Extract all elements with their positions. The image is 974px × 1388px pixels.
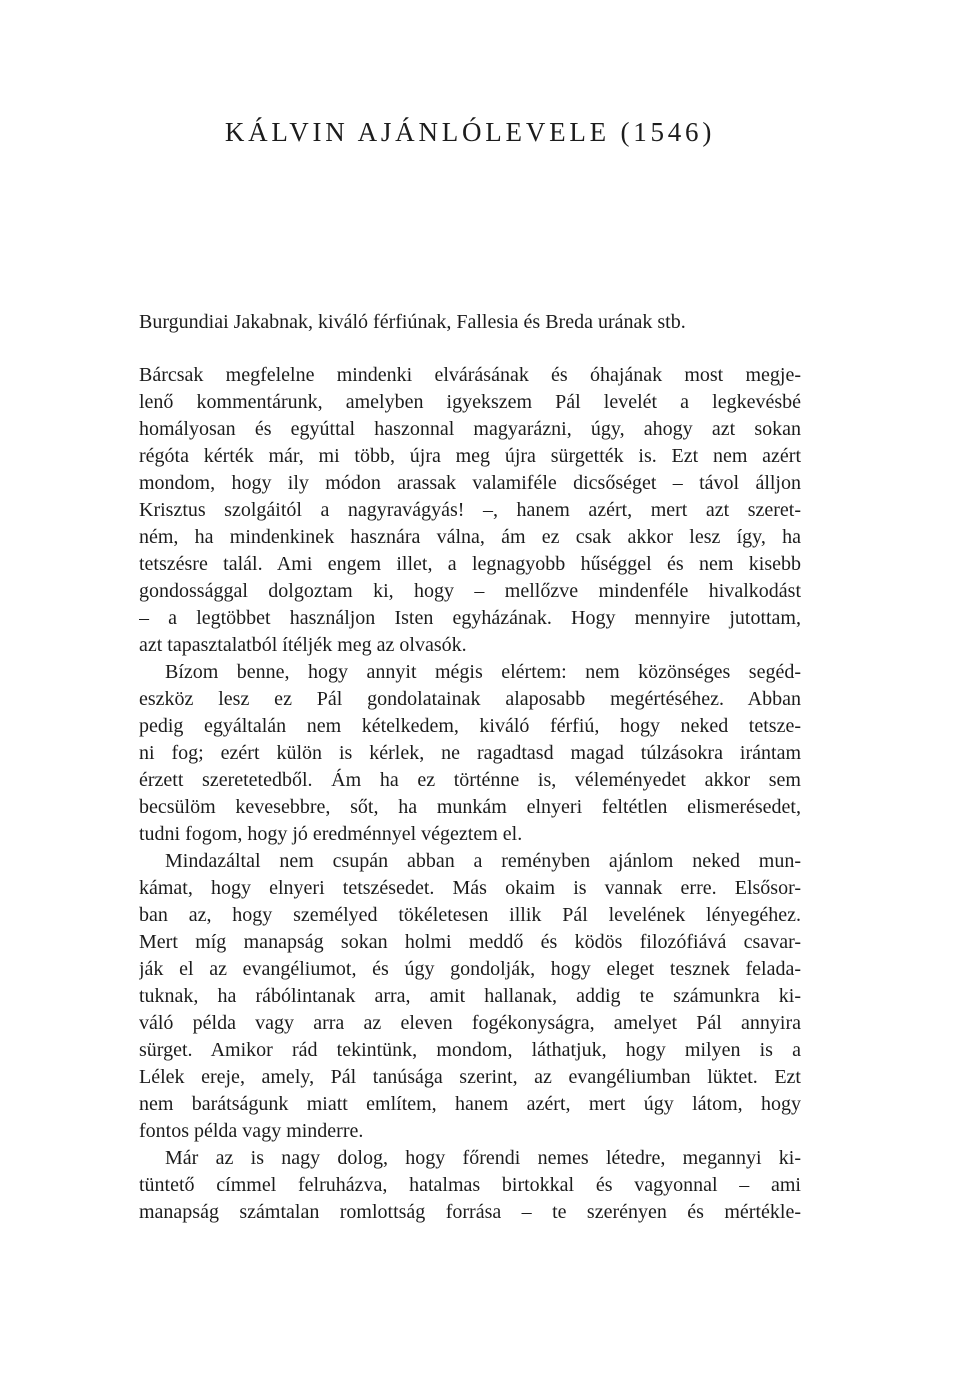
dedication-line: Burgundiai Jakabnak, kiváló férfiúnak, Fallesia és Breda urának stb. (139, 311, 686, 333)
text-line: ják el az evangéliumot, és úgy gondolják, hogy eleget tesznek felada- (139, 958, 801, 980)
text-line: pedig egyáltalán nem kételkedem, kiváló férfiú, hogy neked tetsze- (139, 715, 801, 737)
text-line: azt tapasztalatból ítéljék meg az olvasók. (139, 634, 467, 656)
text-line: Bízom benne, hogy annyit mégis elértem: nem közönséges segéd- (165, 661, 801, 683)
text-line: eszköz lesz ez Pál gondolatainak alaposabb megértéséhez. Abban (139, 688, 801, 710)
text-line: homályosan és egyúttal haszonnal magyarázni, úgy, ahogy azt sokan (139, 418, 801, 440)
text-line: lenő kommentárunk, amelyben igyekszem Pál levelét a legkevésbé (139, 391, 801, 413)
text-line: kámat, hogy elnyeri tetszésedet. Más okaim is vannak erre. Elsősor- (139, 877, 801, 899)
text-line: tudni fogom, hogy jó eredménnyel végeztem el. (139, 823, 523, 845)
text-line: Bárcsak megfelelne mindenki elvárásának és óhajának most megje- (139, 364, 801, 386)
text-line: becsülöm kevesebbre, sőt, ha munkám elnyeri feltétlen elismerésedet, (139, 796, 801, 818)
paragraph (139, 362, 801, 659)
text-line: tuknak, ha rábólintanak arra, amit hallanak, addig te számunkra ki- (139, 985, 801, 1007)
text-line: Már az is nagy dolog, hogy főrendi nemes létedre, megannyi ki- (165, 1147, 801, 1169)
text-line: manapság számtalan romlottság forrása – te szerényen és mértékle- (139, 1201, 801, 1223)
text-line: nem barátságunk miatt említem, hanem azért, mert úgy látom, hogy (139, 1093, 801, 1115)
text-line: – a legtöbbet használjon Isten egyházának. Hogy mennyire jutottam, (139, 607, 801, 629)
paragraph (139, 659, 801, 848)
text-line: Lélek ereje, amely, Pál tanúsága szerint, az evangéliumban lüktet. Ezt (139, 1066, 801, 1088)
text-line: ban az, hogy személyed tökéletesen illik Pál levelének lényegéhez. (139, 904, 801, 926)
paragraph (139, 848, 801, 1145)
text-line: Mindazáltal nem csupán abban a reményben ajánlom neked mun- (165, 850, 801, 872)
text-line: Mert míg manapság sokan holmi meddő és ködös filozófiává csavar- (139, 931, 801, 953)
body-text (139, 362, 801, 1226)
text-line: tetszésre talál. Ami engem illet, a legnagyobb hűséggel és nem kisebb (139, 553, 801, 575)
text-line: sürget. Amikor rád tekintünk, mondom, láthatjuk, hogy milyen is a (139, 1039, 801, 1061)
paragraph (139, 1145, 801, 1226)
text-line: gondossággal dolgoztam ki, hogy – mellőzve mindenféle hivalkodást (139, 580, 801, 602)
text-line: Krisztus szolgáitól a nagyravágyás! –, hanem azért, mert azt szeret- (139, 499, 801, 521)
text-line: ni fog; ezért külön is kérlek, ne ragadtasd magad túlzásokra irántam (139, 742, 801, 764)
text-line: érzett szeretetedből. Ám ha ez történne is, véleményedet akkor sem (139, 769, 801, 791)
text-line: tüntető címmel felruházva, hatalmas birtokkal és vagyonnal – ami (139, 1174, 801, 1196)
text-line: ném, ha mindenkinek hasznára válna, ám ez csak akkor lesz így, ha (139, 526, 801, 548)
text-line: váló példa vagy arra az eleven fogékonyságra, amelyet Pál annyira (139, 1012, 801, 1034)
text-line: régóta kérték már, mi több, újra meg újra sürgették is. Ezt nem azért (139, 445, 801, 467)
text-line: fontos példa vagy minderre. (139, 1120, 364, 1142)
text-line: mondom, hogy ily módon arassak valamiféle dicsőséget – távol álljon (139, 472, 801, 494)
page-title: KÁLVIN AJÁNLÓLEVELE (1546) (224, 117, 716, 147)
